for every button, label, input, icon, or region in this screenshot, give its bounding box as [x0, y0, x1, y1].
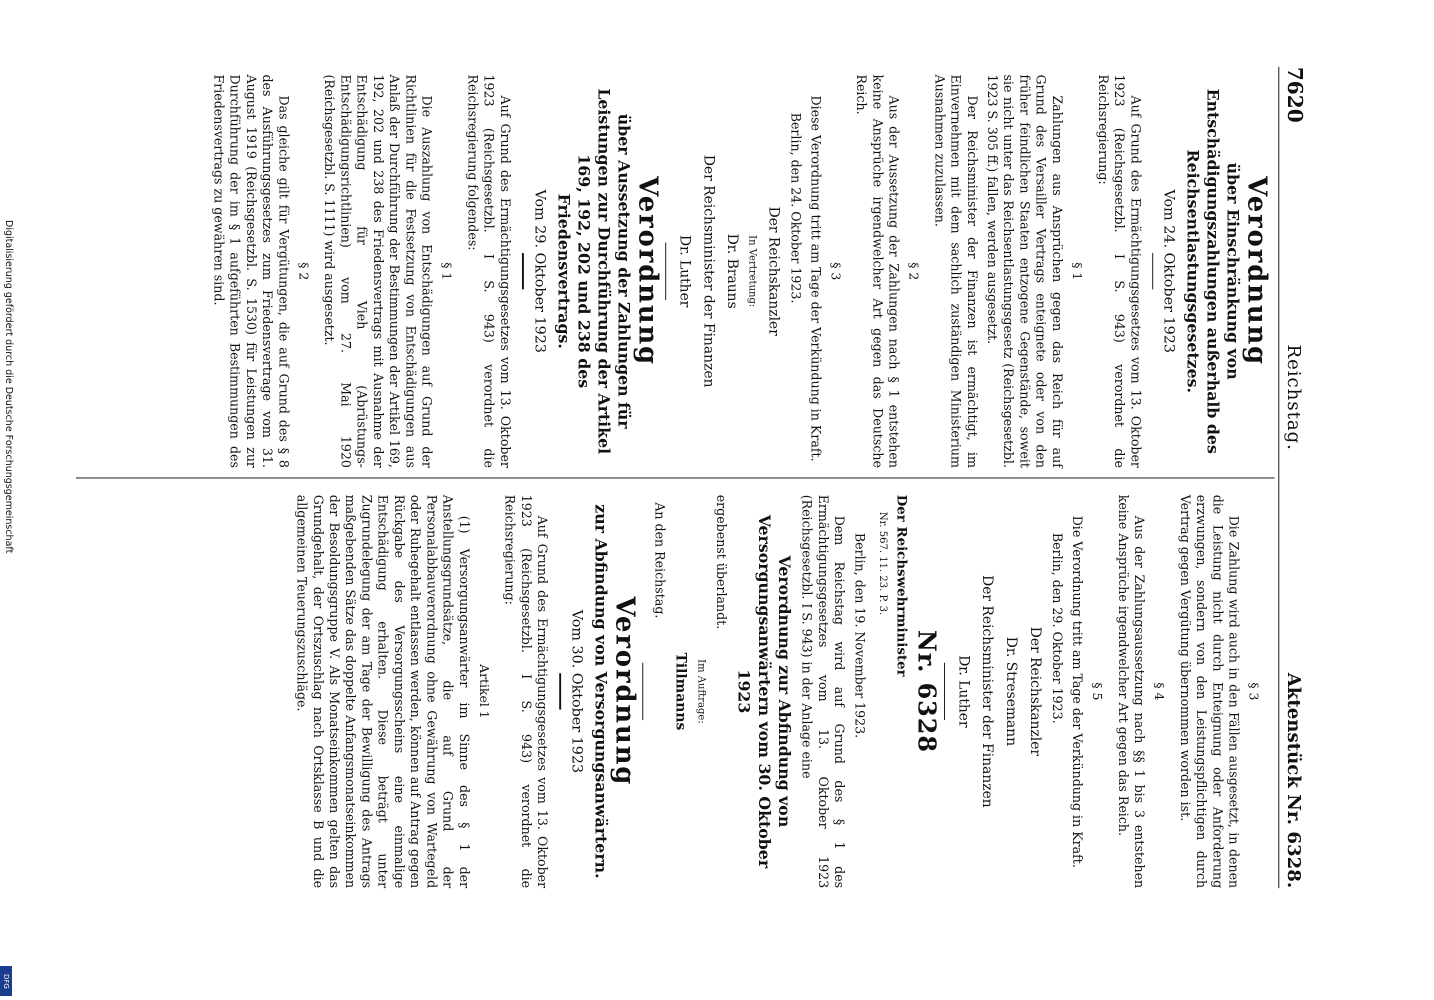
article-mark: Artikel 1	[476, 664, 491, 719]
right-column	[289, 495, 1270, 888]
paragraph: Der Reichsminister der Finanzen ist ermächtigt, im Einvernehmen mit dem sachlich zuständigen Ministerium Ausnahmen zuzulassen.	[931, 74, 979, 468]
rule	[944, 663, 945, 720]
rule	[560, 673, 561, 709]
ordinance-heading: Verordnung	[632, 176, 662, 367]
left-column	[206, 74, 1270, 467]
signature-title: Der Reichsminister der Finanzen	[700, 154, 716, 388]
funding-note	[2, 220, 14, 1000]
dfg-logo: DFG	[0, 966, 12, 996]
ordinance-date: Vom 29. Oktober 1923	[531, 189, 549, 353]
ordinance-date: Vom 30. Oktober 1923	[568, 609, 586, 774]
paragraph: Die Verordnung tritt am Tage der Verkündung in Kraft.	[1069, 515, 1084, 868]
rule	[642, 663, 643, 720]
page-number: 7620	[1283, 66, 1307, 123]
paragraph: Die Auszahlung von Entschädigungen auf Grund der Richtlinien für die Festsetzung von Entschädigungen aus Anlaß der Durchführung der Bestimmungen der Artikel 169, 192, 202 und 238 des Friedensvertrags mit Ausnahme der Entschädigung für Vieh (Abrüstungs-Entschädigungsrichtlinien) vom 27. Mai 1920 (Reichsgesetzbl. S. 1111) wird ausgesetzt.	[321, 74, 434, 468]
ordinance-heading: Verordnung	[1242, 176, 1272, 367]
document-number-heading: Nr. 6328	[912, 629, 941, 753]
place-date: Berlin, den 19. November 1923.	[851, 532, 866, 739]
paragraph: Zahlungen aus Ansprüchen gegen das Reich für auf Grund des Versailler Vertrags enteignete oder von den früher feindlichen Staaten entzogene Gegenstände, soweit sie nicht unter das Reichsentlastungsgesetz (Reichsgesetzbl. 1923 S. 305 ff.) fallen, werden ausgesetzt.	[984, 74, 1064, 468]
signature-title: Der Reichskanzler	[1027, 626, 1043, 757]
place-date: Berlin, den 29. Oktober 1923.	[1049, 532, 1064, 724]
section-mark: § 1	[1068, 262, 1084, 281]
section-mark: § 2	[296, 262, 311, 281]
signature-note: In Vertretung:	[746, 235, 758, 308]
signature-title: Der Reichsminister der Finanzen	[979, 575, 995, 808]
ordinance-date: Vom 24. Oktober 1923	[1160, 189, 1179, 353]
reference-number: Nr. 567. 11. 23. P. 3.	[877, 511, 889, 616]
ordinance-intro: Auf Grund des Ermächtigungsgesetzes vom 13. Oktober 1923 (Reichsgesetzbl. I S. 943) verordnet die Reichsregierung:	[1094, 74, 1142, 468]
signature-name: Dr. Luther	[676, 235, 692, 308]
column-divider	[76, 478, 1275, 479]
document-page	[1, 0, 1370, 955]
section-mark: § 3	[1245, 682, 1261, 701]
section-mark: § 2	[905, 262, 921, 281]
paragraph: Das gleiche gilt für Vergütungen, die auf Grund des § 8 des Ausführungsgesetzes zum Friedensvertrage vom 31. August 1919 (Reichsgesetzbl. S. 1530) für Leistungen zur Durchführung der im § 1 aufgeführten Bestimmungen des Friedensvertrags zu gewähren sind.	[211, 74, 291, 468]
paragraph: Diese Verordnung tritt am Tage der Verkündung in Kraft.	[807, 95, 822, 462]
section-mark: § 1	[439, 262, 454, 281]
page-header	[1278, 67, 1310, 888]
signature-name: Dr. Luther	[955, 655, 971, 728]
ordinance-subtitle: über Einschränkung von Entschädigungszahlungen außerhalb des Reichsentlastungsgesetzes.	[1183, 88, 1243, 454]
signature-title: Der Reichskanzler	[765, 206, 781, 336]
ordinance-subtitle: zur Abfindung von Versorgungsanwärtern.	[591, 504, 610, 879]
place-date: Berlin, den 24. Oktober 1923.	[787, 112, 802, 304]
rule	[665, 243, 666, 300]
signature-note: Im Auftrage:	[695, 659, 708, 724]
signature-name: Tillmanns	[672, 652, 689, 731]
paragraph: Aus der Aussetzung der Zahlungen nach § 1 entstehen keine Ansprüche irgendwelcher Art gegen das Deutsche Reich.	[853, 74, 900, 468]
enclosure-title: Verordnung zur Abfindung von Versorgungsanwärtern vom 30. Oktober 1923	[734, 514, 794, 869]
signature-name: Dr. Stresemann	[1003, 636, 1019, 747]
paragraph: ergebenst überlandt.	[712, 494, 728, 630]
section-mark: § 5	[1089, 682, 1104, 701]
document-number: Aktenstück Nr. 6328.	[1283, 672, 1305, 889]
ordinance-heading: Verordnung	[609, 596, 640, 787]
paragraph: (1) Versorgungsanwärter im Sinne des § 1 der Anstellungsgrundsätze, die auf Grund der Personalabbauverordnung ohne Gewährung von Wartegeld oder Ruhegehalt entlassen werden, können auf Antrag gegen Rückgabe des Versorgungsscheins eine einmalige Entschädigung erhalten. Diese beträgt unter Zugrundelegung der am Tage der Bewilligung des Antrags maßgebenden Sätze das doppelte Anfangsmonatseinkommen der Besoldungsgruppe V. Als Monatseinkommen gelten das Grundgehalt, der Ortszuschlag nach Ortsklasse B und die allgemeinen Teuerungszuschläge.	[294, 494, 471, 889]
ordinance-intro: Auf Grund des Ermächtigungsgesetzes vom 13. Oktober 1923 (Reichsgesetzbl. I S. 943) verordnet die Reichsregierung:	[502, 494, 550, 889]
ordinance-subtitle: über Aussetzung der Zahlungen für Leistungen zur Durchführung der Artikel 169, 192, 202 und 238 des Friedensvertrags.	[554, 88, 633, 455]
signature-name: Dr. Brauns	[724, 233, 740, 309]
running-title: Reichstag.	[1283, 344, 1305, 451]
rule	[522, 253, 523, 289]
funding-note-text: Digitalisierung gefördert durch die Deutsche Forschungsgemeinschaft	[3, 220, 14, 554]
sender-title: Der Reichswehrminister	[893, 494, 909, 677]
paragraph: Aus der Zahlungsaussetzung nach §§ 1 bis 3 entstehen keine Ansprüche irgendwelcher Art gegen das Reich.	[1115, 494, 1146, 889]
section-mark: § 3	[827, 262, 842, 281]
rule	[1152, 253, 1153, 289]
paragraph: Die Zahlung wird auch in den Fällen ausgesetzt, in denen die Leistung nicht durch Enteignung oder Anforderung erzwungen, sondern von den Leistungspflichtigen durch Vertrag gegen Vergütung übernommen worden ist.	[1177, 494, 1241, 889]
section-mark: § 4	[1151, 682, 1166, 701]
addressee: An den Reichstag.	[651, 502, 666, 619]
paragraph: Dem Reichstag wird auf Grund des § 1 des Ermächtigungsgesetzes vom 13. Oktober 1923 (Reichsgesetzbl. I S. 943) in der Anlage eine	[798, 494, 846, 889]
ordinance-intro: Auf Grund des Ermächtigungsgesetzes vom 13. Oktober 1923 (Reichsgesetzbl. I S. 943) verordnet die Reichsregierung folgendes:	[465, 74, 512, 468]
